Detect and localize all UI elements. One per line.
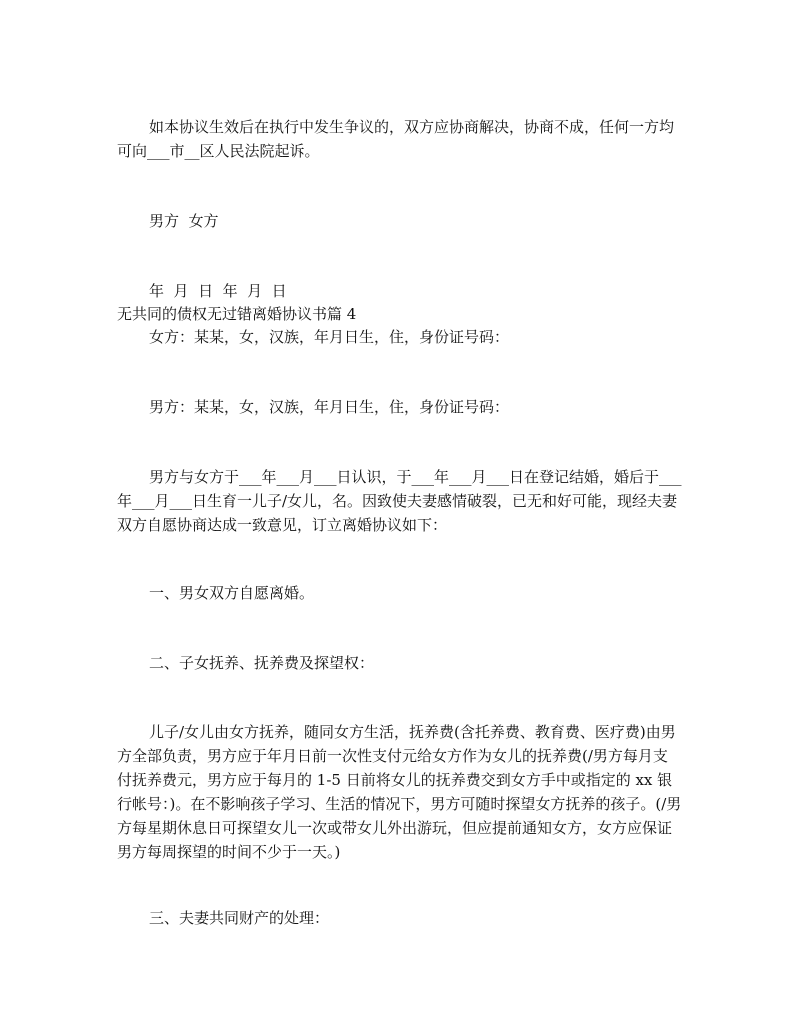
background-paragraph: 男方与女方于___年___月___日认识，于___年___月___日在登记结婚，婚后于___年___月___日生育一儿子/女儿，名。因致使夫妻感情破裂，已无和好可能，现经夫妻双方自愿协商达成一致意见，订立离婚协议如下： — [117, 468, 682, 534]
section-title: 无共同的债权无过错离婚协议书篇 4 — [117, 305, 357, 323]
signature-parties: 男方 女方 — [149, 212, 219, 230]
male-party-info: 男方：某某，女，汉族，年月日生，住，身份证号码： — [149, 398, 510, 416]
child-custody-paragraph: 儿子/女儿由女方抚养，随同女方生活，抚养费(含托养费、教育费、医疗费)由男方全部负责，男方应于年月日前一次性支付元给女方作为女儿的抚养费(/男方每月支付抚养费元，男方应于每月的 1-5 日前将女儿的抚养费交到女方手中或指定的 xx 银行帐号：)。在不影响孩子学习、生活的情况下，男方可随时探望女方抚养的孩子。(/男方每星期休息日可探望女儿一次或带女儿外出游玩，但应提前通知女方，女方应保证男方每周探望的时间不少于一天。) — [117, 723, 682, 861]
clause-2-heading: 二、子女抚养、抚养费及探望权： — [149, 654, 375, 672]
clause-3-heading: 三、夫妻共同财产的处理： — [149, 909, 330, 927]
clause-1-heading: 一、男女双方自愿离婚。 — [149, 584, 315, 602]
signature-dates: 年 月 日 年 月 日 — [149, 282, 287, 300]
dispute-paragraph: 如本协议生效后在执行中发生争议的，双方应协商解决，协商不成，任何一方均可向___市__区人民法院起诉。 — [117, 118, 675, 160]
female-party-info: 女方：某某，女，汉族，年月日生，住，身份证号码： — [149, 328, 510, 346]
